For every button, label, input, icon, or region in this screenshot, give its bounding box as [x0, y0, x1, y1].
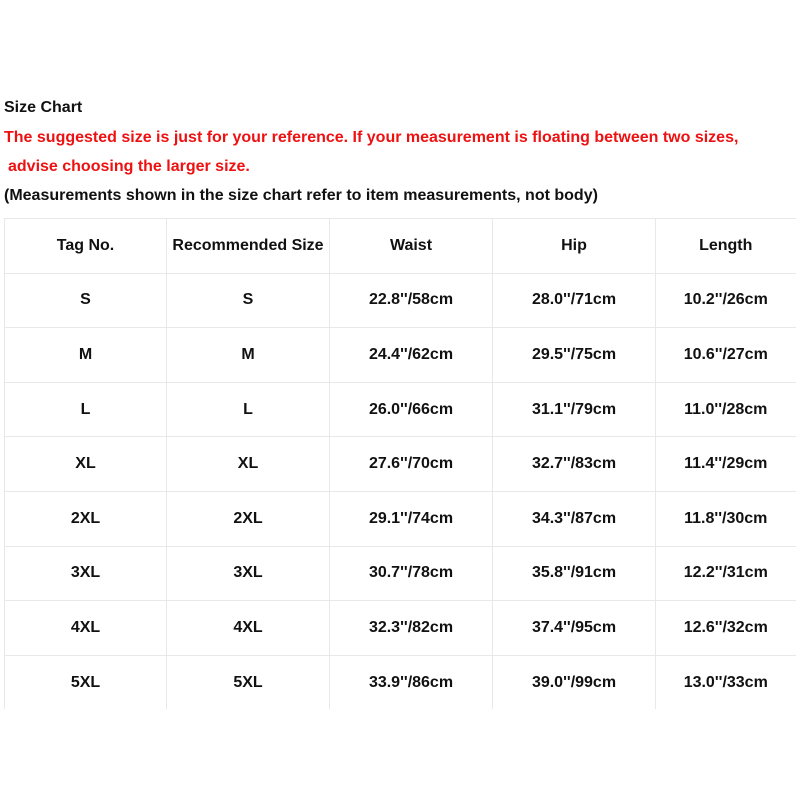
cell-length: 10.6''/27cm: [656, 328, 796, 383]
cell-tag-no: L: [5, 382, 167, 437]
size-chart-table: [4, 218, 796, 709]
cell-tag-no: S: [5, 273, 167, 328]
cell-recommended-size: L: [167, 382, 330, 437]
header-tag-no: Tag No.: [5, 219, 167, 274]
cell-length: 11.8''/30cm: [656, 491, 796, 546]
table-row: [5, 273, 796, 328]
cell-tag-no: 3XL: [5, 546, 167, 601]
table-row: [5, 491, 796, 546]
cell-recommended-size: 5XL: [167, 655, 330, 709]
cell-waist: 27.6''/70cm: [330, 437, 493, 492]
cell-hip: 32.7''/83cm: [493, 437, 656, 492]
cell-length: 13.0''/33cm: [656, 655, 796, 709]
cell-tag-no: 2XL: [5, 491, 167, 546]
cell-recommended-size: S: [167, 273, 330, 328]
cell-hip: 31.1''/79cm: [493, 382, 656, 437]
cell-hip: 39.0''/99cm: [493, 655, 656, 709]
header-hip: Hip: [493, 219, 656, 274]
cell-waist: 32.3''/82cm: [330, 601, 493, 656]
cell-waist: 26.0''/66cm: [330, 382, 493, 437]
cell-recommended-size: M: [167, 328, 330, 383]
cell-tag-no: M: [5, 328, 167, 383]
cell-tag-no: XL: [5, 437, 167, 492]
cell-waist: 33.9''/86cm: [330, 655, 493, 709]
cell-hip: 35.8''/91cm: [493, 546, 656, 601]
table-row: [5, 601, 796, 656]
cell-hip: 28.0''/71cm: [493, 273, 656, 328]
table-row: [5, 437, 796, 492]
table-row: [5, 655, 796, 709]
cell-waist: 22.8''/58cm: [330, 273, 493, 328]
cell-length: 11.4''/29cm: [656, 437, 796, 492]
cell-length: 12.2''/31cm: [656, 546, 796, 601]
table-row: [5, 328, 796, 383]
cell-recommended-size: 3XL: [167, 546, 330, 601]
table-body: [5, 273, 796, 709]
cell-hip: 29.5''/75cm: [493, 328, 656, 383]
page-title: Size Chart: [4, 99, 83, 116]
cell-recommended-size: 4XL: [167, 601, 330, 656]
cell-waist: 24.4''/62cm: [330, 328, 493, 383]
cell-waist: 29.1''/74cm: [330, 491, 493, 546]
reference-note-line-2: advise choosing the larger size.: [8, 158, 250, 175]
cell-length: 12.6''/32cm: [656, 601, 796, 656]
cell-length: 10.2''/26cm: [656, 273, 796, 328]
measurement-note: (Measurements shown in the size chart refer to item measurements, not body): [4, 187, 598, 204]
reference-note-line-1: The suggested size is just for your reference. If your measurement is floating between two sizes,: [4, 129, 739, 146]
cell-recommended-size: XL: [167, 437, 330, 492]
table-row: [5, 382, 796, 437]
header-length: Length: [656, 219, 796, 274]
header-recommended-size: Recommended Size: [167, 219, 330, 274]
cell-hip: 37.4''/95cm: [493, 601, 656, 656]
cell-hip: 34.3''/87cm: [493, 491, 656, 546]
cell-tag-no: 5XL: [5, 655, 167, 709]
cell-length: 11.0''/28cm: [656, 382, 796, 437]
table-row: [5, 546, 796, 601]
header-waist: Waist: [330, 219, 493, 274]
cell-recommended-size: 2XL: [167, 491, 330, 546]
table-header-row: [5, 219, 796, 274]
cell-waist: 30.7''/78cm: [330, 546, 493, 601]
cell-tag-no: 4XL: [5, 601, 167, 656]
